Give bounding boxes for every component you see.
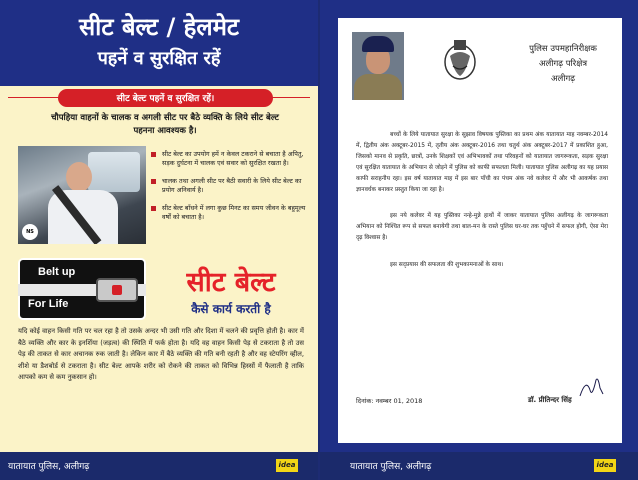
bullet-square-icon <box>151 152 156 157</box>
for-life-text: For Life <box>28 298 69 310</box>
seatbelt-subheading: कैसे कार्य करती है <box>191 302 271 316</box>
letter-paragraph: इस सद्प्रयास की सफलता की शुभकामनाओं के साथ। <box>390 262 504 269</box>
left-page <box>0 0 318 452</box>
bullet-item <box>150 150 310 168</box>
seatbelt-heading: सीट बेल्ट <box>186 267 276 298</box>
officer-cap <box>362 36 394 52</box>
bullet-text: चालक तथा अगली सीट पर बैठी सवारी के लिये सीट बेल्ट का प्रयोग अनिवार्य है। <box>162 177 302 194</box>
right-footer <box>320 452 638 480</box>
signature-icon <box>576 374 606 402</box>
belt-up-logo <box>18 258 146 320</box>
page-title: सीट बेल्ट / हेलमेट <box>78 13 240 41</box>
bullet-text: सीट बेल्ट बाँधने में लगा कुछ मिनट का समय जीवन के बहुमूल्य वर्षों को बचाता है। <box>162 204 306 221</box>
buckle-icon <box>96 278 138 302</box>
org-line: अलीगढ़ परिक्षेत्र <box>538 59 588 69</box>
belt-up-text: Belt up <box>38 266 76 278</box>
driver-photo <box>18 146 146 244</box>
right-page <box>320 0 638 452</box>
org-line: अलीगढ़ <box>550 74 576 84</box>
bullet-square-icon <box>151 179 156 184</box>
bullet-text: सीट बेल्ट का उपयोग हमें न केवल टकराने से बचाता है अपितु, सड़क दुर्घटना में चालक एवं सवार को सुरक्षित रखता है। <box>162 150 304 167</box>
left-header <box>0 0 318 86</box>
org-line: पुलिस उपमहानिरीक्षक <box>529 44 597 54</box>
footer-text: यातायात पुलिस, अलीगढ़ <box>8 462 90 472</box>
police-emblem-icon <box>442 36 478 82</box>
section-banner-text: सीट बेल्ट पहनें व सुरक्षित रहें। <box>116 94 215 104</box>
idea-logo: idea <box>276 459 298 472</box>
how-it-works-paragraph: यदि कोई वाहन किसी गति पर चल रहा है तो उसके अन्दर भी उसी गति और दिशा में चलने की प्रवृत्ति होती है। कार में बैठे व्यक्ति और कार के इनर्शिया (जड़त्व) की स्थिति में फर्क होता है। यदि वह वाहन किसी पेड़ से टकराता है तो उस पेड़ की ताकत से कार अचानक रुक जाती है। लेकिन कार में बैठे व्यक्ति की गति बनी रहती है और वह स्टेयरिंग व्हील, शीशे या डैशबोर्ड से टकराता है। सीट बेल्ट आपके शरीर को रोकने की ताकत को विभिन्न हिस्सों में फैलाती है ताकि आपको कम से कम नुकसान हो। <box>18 327 304 381</box>
letter-body <box>356 130 608 287</box>
section-banner <box>58 89 273 107</box>
photo-badge: NS <box>22 224 38 240</box>
left-footer <box>0 452 318 480</box>
buckle-button <box>112 285 122 295</box>
bullet-square-icon <box>151 206 156 211</box>
driver-head <box>66 162 92 192</box>
org-block <box>504 42 622 87</box>
officer-uniform <box>354 74 402 100</box>
message-letter <box>338 18 622 443</box>
bullet-item <box>150 177 310 195</box>
letter-paragraph: इस नये कलेवर में यह पुस्तिका नन्हे-मुन्ने हाथों में जाकर यातायात पुलिस अलीगढ़ के जागरूकता अभियान को निश्चित रूप से सफल बनायेगी तथा बाल-मन के रास्ते पुलिस घर-घर तक पहुँचने में सफल होगी, ऐसा मेरा दृढ़ विश्वास है। <box>356 213 608 242</box>
car-window <box>88 152 140 192</box>
bullet-item <box>150 204 310 222</box>
idea-logo: idea <box>594 459 616 472</box>
letter-paragraph: बच्चों के लिये यातायात सुरक्षा के सुझाव विषयक पुस्तिका का प्रथम अंक यातायात माह नवम्बर-2014 में, द्वितीय अंक अक्टूबर-2015 में, तृतीय अंक अक्टूबर-2016 तथा चतुर्थ अंक अक्टूबर-2017 में प्रकाशित हुआ, जिसको मानव से प्रकृति, छात्रों, उनके शिक्षकों एवं अभिभावकों तथा परिवहनों को यातायात जागरूकता, सड़क सुरक्षा एवं सुरक्षित यातायात के अभियान से जोड़ने में पुलिस को काफी सफलता मिली। यातायात पुलिस अलीगढ़ का यह प्रयास काफी सराहनीय रहा। इस वर्ष यातायात माह में इस बार पाँची का पंचम अंक नवे कलेवर में और भी आकर्षक तथा ज्ञानवर्धक बनाकर प्रस्तुत किया जा रहा है। <box>356 132 608 193</box>
page-subtitle: पहनें व सुरक्षित रहें <box>97 48 221 69</box>
intro-text: चौपहिया वाहनों के चालक व अगली सीट पर बैठे व्यक्ति के लिये सीट बेल्ट पहनना आवश्यक है। <box>51 113 279 136</box>
bullet-list <box>150 150 310 231</box>
letter-date: दिनांक: नवम्बर 01, 2018 <box>356 397 423 405</box>
footer-text: यातायात पुलिस, अलीगढ़ <box>350 462 432 472</box>
signatory-name: डॉ. प्रीतिन्दर सिंह <box>528 396 572 404</box>
officer-photo <box>352 32 404 100</box>
